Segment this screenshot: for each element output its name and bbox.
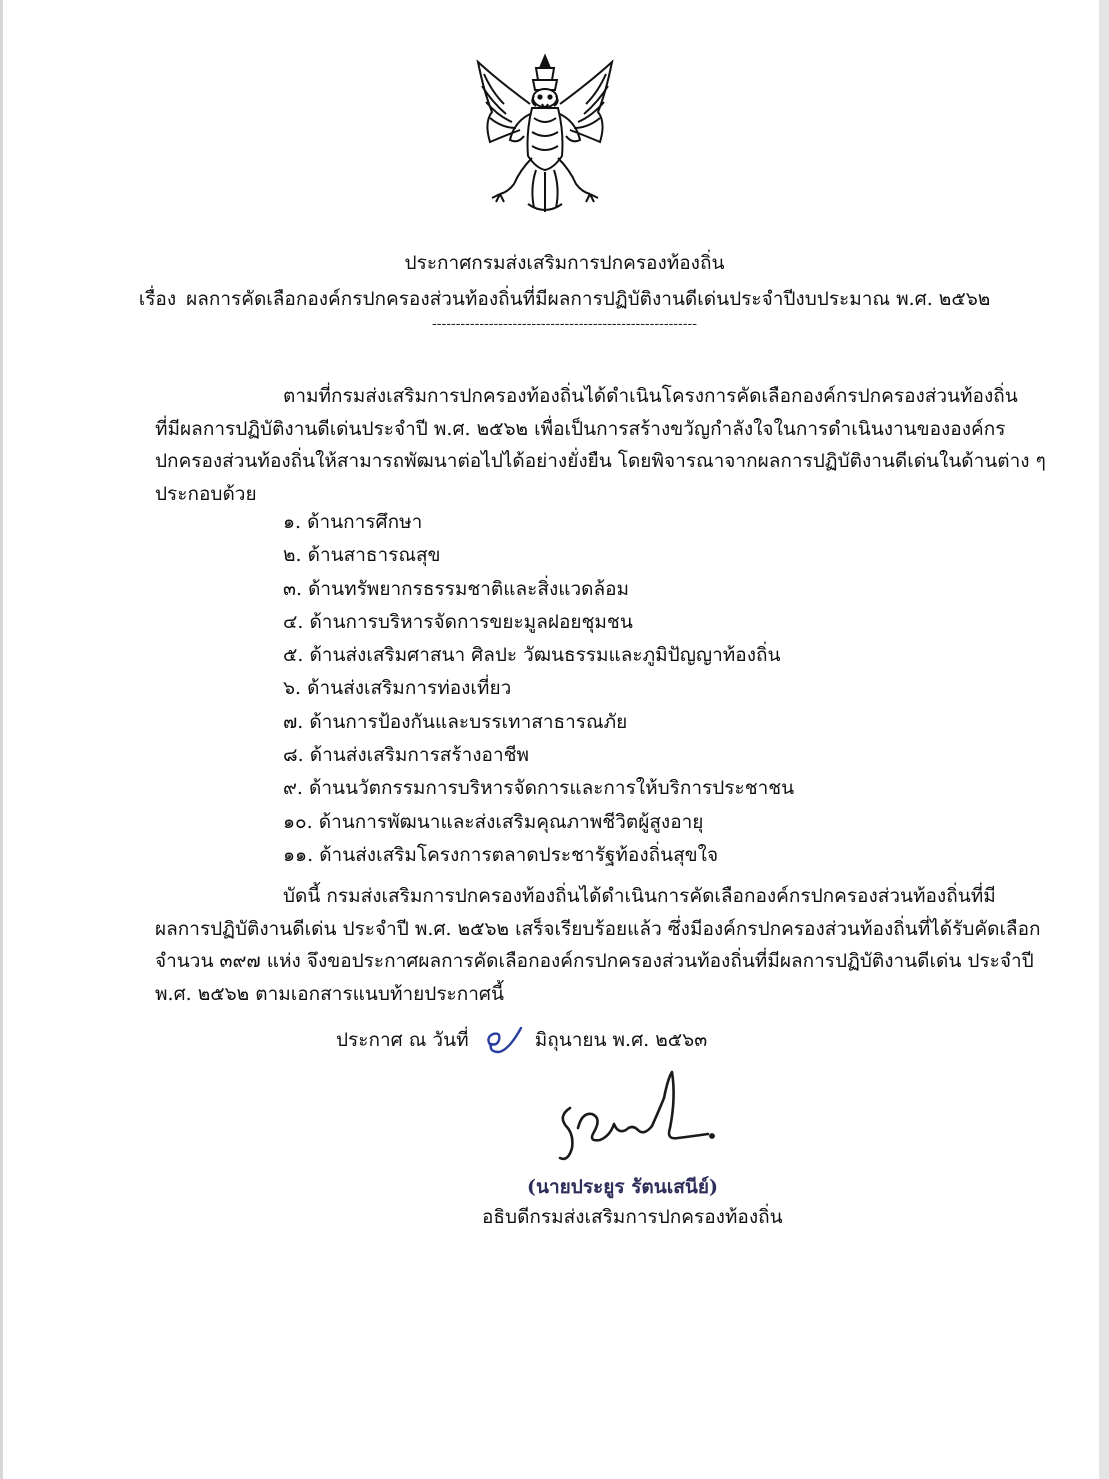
signatory-name: (นายประยูร รัตนเสนีย์) [527, 1176, 718, 1198]
category-item: ๒. ด้านสาธารณสุข [283, 544, 441, 567]
conclusion-line: ผลการปฏิบัติงานดีเด่น ประจำปี พ.ศ. ๒๕๖๒ เสร็จเรียบร้อยแล้ว ซึ่งมีองค์กรปกครองส่วนท้องถิ่นที่ได้รับคัดเลือก [155, 917, 1041, 940]
category-item: ๕. ด้านส่งเสริมศาสนา ศิลปะ วัฒนธรรมและภูมิปัญญาท้องถิ่น [283, 644, 781, 667]
category-item: ๑๑. ด้านส่งเสริมโครงการตลาดประชารัฐท้องถิ่นสุขใจ [283, 843, 719, 866]
date-month-year: มิถุนายน พ.ศ. ๒๕๖๓ [534, 1029, 708, 1051]
intro-line: ตามที่กรมส่งเสริมการปกครองท้องถิ่นได้ดำเนินโครงการคัดเลือกองค์กรปกครองส่วนท้องถิ่น [283, 385, 1018, 407]
announcement-title: ประกาศกรมส่งเสริมการปกครองท้องถิ่น [404, 252, 725, 274]
announcement-subject [10, 284, 1109, 314]
conclusion-line: จำนวน ๓๙๗ แห่ง จึงขอประกาศผลการคัดเลือกองค์กรปกครองส่วนท้องถิ่นที่มีผลการปฏิบัติงานดีเด่น ประจำปี [155, 950, 1034, 972]
category-item: ๑. ด้านการศึกษา [283, 511, 423, 533]
category-item: ๔. ด้านการบริหารจัดการขยะมูลฝอยชุมชน [283, 610, 633, 633]
category-item: ๖. ด้านส่งเสริมการท่องเที่ยว [283, 677, 512, 700]
intro-line: ประกอบด้วย [155, 482, 257, 505]
conclusion-line: พ.ศ. ๒๕๖๒ ตามเอกสารแนบท้ายประกาศนี้ [155, 982, 504, 1005]
intro-line: ที่มีผลการปฏิบัติงานดีเด่นประจำปี พ.ศ. ๒๕๖๒ เพื่อเป็นการสร้างขวัญกำลังใจในการดำเนินงานขององค์กร [155, 417, 1006, 440]
garuda-emblem-icon [470, 52, 620, 218]
intro-line: ปกครองส่วนท้องถิ่นให้สามารถพัฒนาต่อไปได้อย่างยั่งยืน โดยพิจารณาจากผลการปฏิบัติงานดีเด่นในด้านต่าง ๆ [155, 450, 1046, 472]
category-item: ๑๐. ด้านการพัฒนาและส่งเสริมคุณภาพชีวิตผู้สูงอายุ [283, 810, 704, 833]
conclusion-paragraph [155, 880, 1041, 1010]
header-rule: -------------------------------------------------------- [432, 316, 697, 332]
date-prefix: ประกาศ ณ วันที่ [336, 1029, 469, 1051]
announcement-date [336, 1024, 707, 1058]
category-item: ๓. ด้านทรัพยากรธรรมชาติและสิ่งแวดล้อม [283, 577, 630, 600]
signatory-position: อธิบดีกรมส่งเสริมการปกครองท้องถิ่น [482, 1206, 783, 1228]
conclusion-line: บัดนี้ กรมส่งเสริมการปกครองท้องถิ่นได้ดำเนินการคัดเลือกองค์กรปกครองส่วนท้องถิ่นที่มี [283, 885, 996, 907]
category-list [283, 506, 794, 872]
subject-text: ผลการคัดเลือกองค์กรปกครองส่วนท้องถิ่นที่มีผลการปฏิบัติงานดีเด่นประจำปีงบประมาณ พ.ศ. ๒๕๖๒ [186, 288, 991, 310]
category-item: ๙. ด้านนวัตกรรมการบริหารจัดการและการให้บริการประชาชน [283, 777, 795, 800]
subject-label: เรื่อง [138, 288, 177, 310]
category-item: ๘. ด้านส่งเสริมการสร้างอาชีพ [283, 744, 530, 767]
signature-mark [548, 1068, 718, 1168]
intro-paragraph [155, 380, 1046, 510]
category-item: ๗. ด้านการป้องกันและบรรเทาสาธารณภัย [283, 710, 628, 733]
handwritten-day [479, 1024, 525, 1058]
